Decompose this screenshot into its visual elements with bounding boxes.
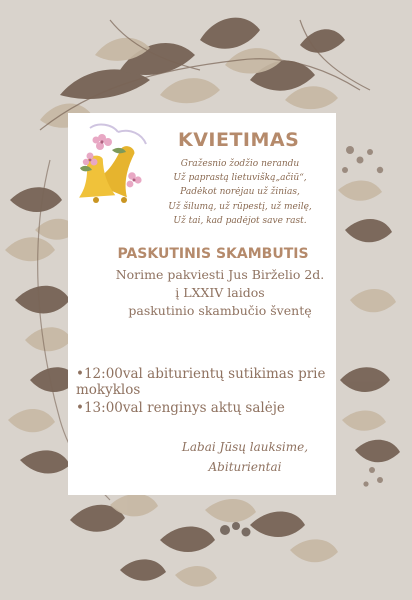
signature-line: Abiturientai [208,460,282,474]
poem-line: Gražesnio žodžio nerandu [180,159,300,169]
signature [150,437,340,477]
poem-line: Už paprastą lietuvišką„ačiū“, [173,173,307,184]
poem-line: Už šilumą, už rūpestį, už meilę, [168,201,312,212]
invite-line: paskutinio skambučio šventę [128,303,312,318]
schedule-item: •12:00val abiturientų sutikimas prie mokyklos [76,366,326,398]
bells-icon [72,120,156,210]
invite-line: į LXXIV laidos [175,285,265,300]
invite-text [100,266,340,320]
invitation-title: KVIETIMAS [178,129,300,151]
schedule [76,366,336,418]
poem-line: Padėkot norėjau už žinias, [180,187,300,198]
invite-line: Norime pakviesti Jus Birželio 2d. [115,267,325,282]
poem [150,157,330,228]
poem-line: Už tai, kad padėjot save rast. [173,215,307,226]
signature-line: Labai Jūsų lauksime, [181,440,309,454]
schedule-item: •13:00val renginys aktų salėje [76,400,285,416]
event-title: PASKUTINIS SKAMBUTIS [117,246,309,262]
